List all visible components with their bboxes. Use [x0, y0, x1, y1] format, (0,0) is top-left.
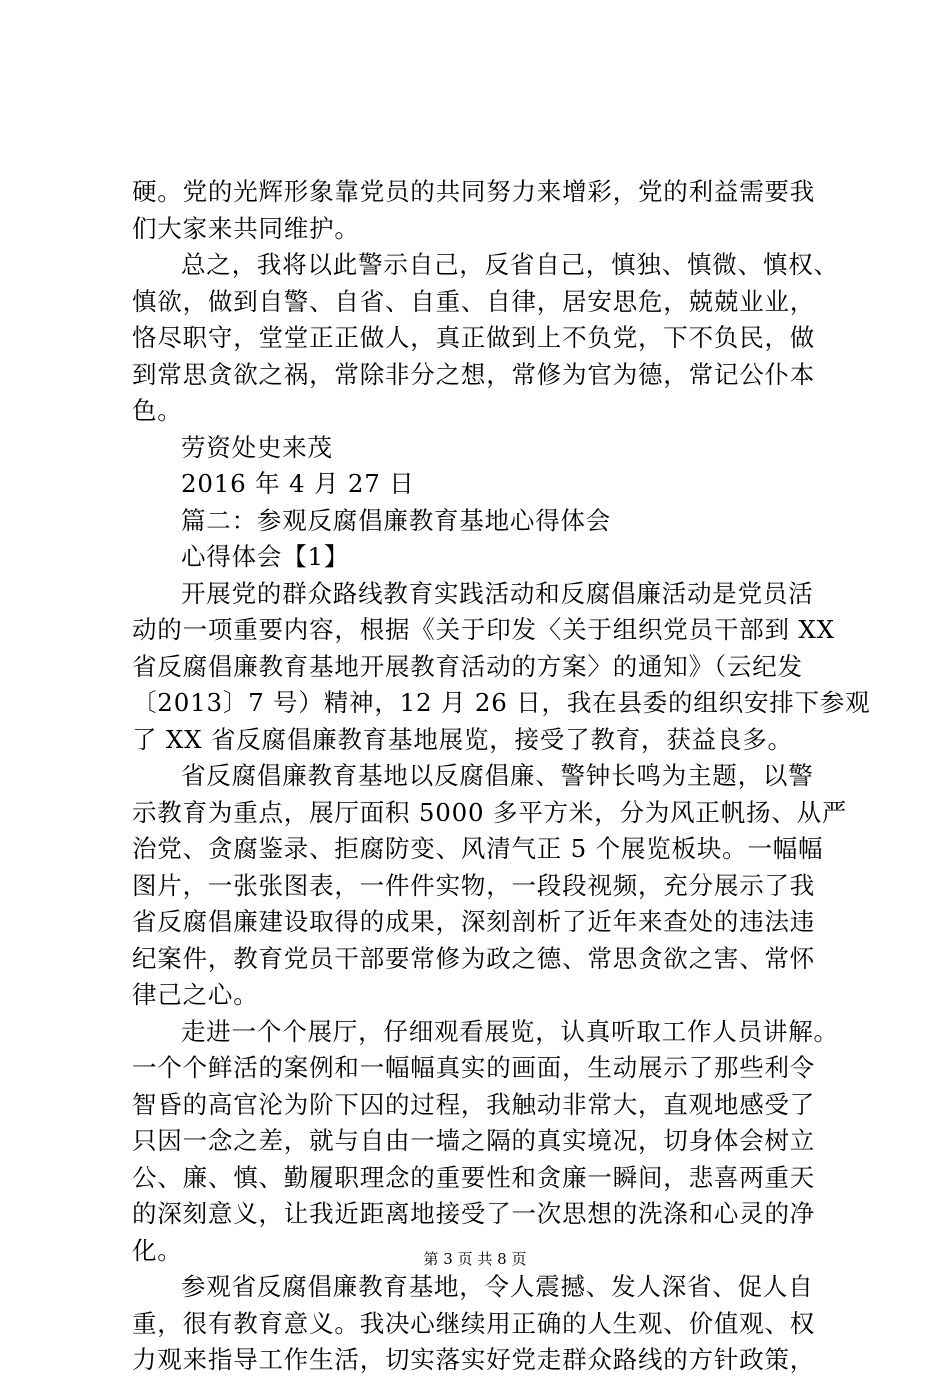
text-line: 只因一念之差，就与自由一墙之隔的真实境况，切身体会树立: [132, 1126, 816, 1155]
text-line: 的深刻意义，让我近距离地接受了一次思想的洗涤和心灵的净: [132, 1199, 816, 1228]
text-line: 到常思贪欲之祸，常除非分之想，常修为官为德，常记公仆本: [132, 359, 816, 389]
text-line: 纪案件，教育党员干部要常修为政之德、常思贪欲之害、常怀: [132, 943, 816, 973]
text-line: 图片，一张张图表，一件件实物，一段段视频，充分展示了我: [132, 870, 816, 900]
text-line: 化。: [132, 1235, 183, 1265]
text-line: 总之，我将以此警示自己，反省自己，慎独、慎微、慎权、: [181, 250, 839, 279]
text-line: 2016 年 4 月 27 日: [181, 469, 415, 498]
text-line: 一个个鲜活的案例和一幅幅真实的画面，生动展示了那些利令: [132, 1053, 816, 1082]
text-line: 参观省反腐倡廉教育基地，令人震撼、发人深省、促人自: [181, 1272, 814, 1301]
text-line: 硬。党的光辉形象靠党员的共同努力来增彩，党的利益需要我: [132, 177, 816, 206]
text-line: 省反腐倡廉建设取得的成果，深刻剖析了近年来查处的违法违: [132, 907, 816, 936]
page-footer: 第 3 页 共 8 页: [423, 1250, 527, 1268]
text-line: 动的一项重要内容，根据《关于印发〈关于组织党员干部到 XX: [132, 615, 835, 644]
text-line: 公、廉、慎、勤履职理念的重要性和贪廉一瞬间，悲喜两重天: [132, 1162, 816, 1192]
text-line: 〔2013〕7 号）精神，12 月 26 日，我在县委的组织安排下参观: [132, 688, 871, 717]
text-line: 示教育为重点，展厅面积 5000 多平方米，分为风正帆扬、从严: [132, 797, 848, 827]
text-line: 开展党的群众路线教育实践活动和反腐倡廉活动是党员活: [181, 578, 814, 608]
text-line: 省反腐倡廉教育基地开展教育活动的方案〉的通知》（云纪发: [132, 651, 803, 681]
text-line: 重，很有教育意义。我决心继续用正确的人生观、价值观、权: [132, 1308, 816, 1338]
text-line: 了 XX 省反腐倡廉教育基地展览，接受了教育，获益良多。: [132, 724, 793, 754]
text-line: 们大家来共同维护。: [132, 213, 360, 243]
text-line: 色。: [132, 396, 183, 425]
document-body: [132, 174, 871, 1379]
text-line: 慎欲，做到自警、自省、自重、自律，居安思危，兢兢业业，: [132, 286, 816, 316]
text-line: 走进一个个展厅，仔细观看展览，认真听取工作人员讲解。: [181, 1016, 839, 1046]
text-line: 心得体会【1】: [181, 542, 350, 571]
text-line: 劳资处史来茂: [181, 432, 333, 462]
text-line: 恪尽职守，堂堂正正做人，真正做到上不负党，下不负民，做: [132, 323, 816, 352]
text-line: 省反腐倡廉教育基地以反腐倡廉、警钟长鸣为主题，以警: [181, 761, 814, 790]
text-line: 篇二：参观反腐倡廉教育基地心得体会: [181, 505, 612, 535]
text-line: 力观来指导工作生活，切实落实好党走群众路线的方针政策，: [132, 1345, 816, 1374]
text-line: 治党、贪腐鉴录、拒腐防变、风清气正 5 个展览板块。一幅幅: [132, 834, 824, 863]
text-line: 律己之心。: [132, 980, 259, 1009]
text-line: 智昏的高官沦为阶下囚的过程，我触动非常大，直观地感受了: [132, 1089, 816, 1119]
